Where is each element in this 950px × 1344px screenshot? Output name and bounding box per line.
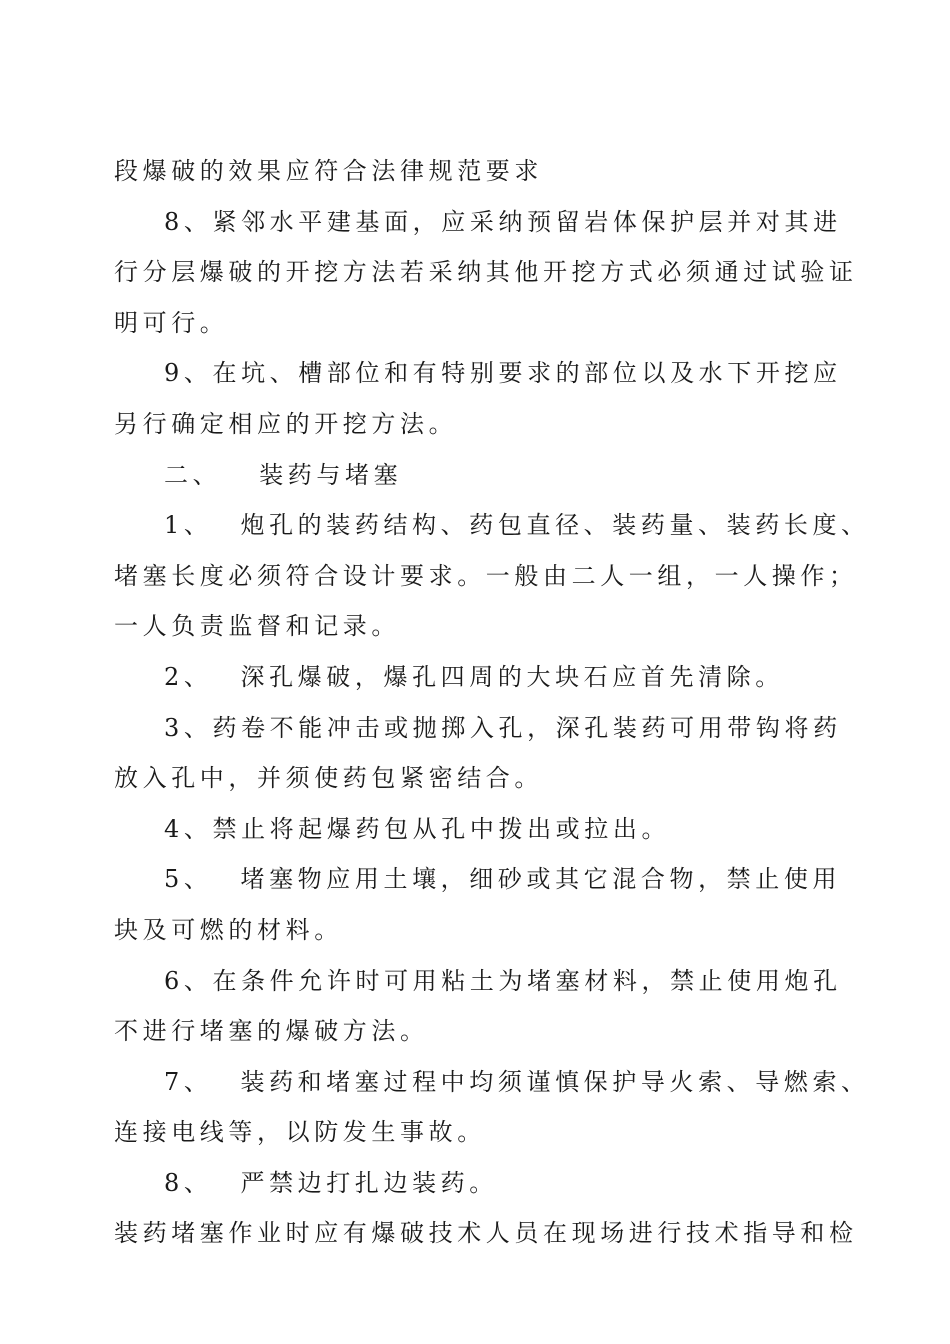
line-text: 段爆破的效果应符合法律规范要求 <box>114 157 543 185</box>
line-text: 不进行堵塞的爆破方法。 <box>114 1017 429 1046</box>
item-number: 6、 <box>164 966 213 995</box>
line-text: 堵塞物应用土壤，细砂或其它混合物，禁止使用 <box>240 865 842 894</box>
section-heading <box>114 450 874 501</box>
list-item-5-line-1 <box>114 854 874 905</box>
list-item-5-line-2 <box>114 905 874 956</box>
line-text: 在坑、槽部位和有特别要求的部位以及水下开挖应 <box>212 359 842 388</box>
line-text: 块及可燃的材料。 <box>114 915 343 944</box>
line-text: 装药和堵塞过程中均须谨慎保护导火索、导燃索、 <box>240 1067 870 1096</box>
line-text: 在条件允许时可用粘土为堵塞材料，禁止使用炮孔 <box>212 966 842 995</box>
line-text: 严禁边打扎边装药。 <box>240 1168 498 1197</box>
line-text: 禁止将起爆药包从孔中拨出或拉出。 <box>212 814 671 843</box>
item-number: 8、 <box>164 207 213 236</box>
item-number: 2、 <box>164 662 213 691</box>
line-text: 连接电线等，以防发生事故。 <box>114 1118 486 1147</box>
line-text: 明可行。 <box>114 308 229 337</box>
item-number: 5、 <box>164 865 213 894</box>
list-item-7-line-1 <box>114 1057 874 1108</box>
list-item-1-line-1 <box>114 500 874 551</box>
line-text: 紧邻水平建基面，应采纳预留岩体保护层并对其进 <box>212 207 842 236</box>
section-title: 装药与堵塞 <box>259 460 403 489</box>
list-item-4-line-1 <box>114 804 874 855</box>
list-item-7-line-2 <box>114 1107 874 1158</box>
item-number: 1、 <box>164 511 213 540</box>
paragraph-line <box>114 1208 874 1259</box>
list-item-8b-line-1 <box>114 1158 874 1209</box>
item-number: 4、 <box>164 814 213 843</box>
line-text: 堵塞长度必须符合设计要求。一般由二人一组，一人操作； <box>114 561 858 590</box>
item-number: 8、 <box>164 1168 213 1197</box>
list-item-3-line-2 <box>114 753 874 804</box>
list-item-9-line-1 <box>114 348 874 399</box>
list-item-8-line-3 <box>114 298 874 349</box>
line-text: 一人负责监督和记录。 <box>114 612 400 641</box>
item-number: 7、 <box>164 1067 213 1096</box>
paragraph-line <box>114 146 874 197</box>
section-number: 二、 <box>164 460 222 489</box>
item-number: 9、 <box>164 359 213 388</box>
item-number: 3、 <box>164 713 213 742</box>
line-text: 装药堵塞作业时应有爆破技术人员在现场进行技术指导和检 <box>114 1219 858 1248</box>
list-item-6-line-2 <box>114 1006 874 1057</box>
list-item-6-line-1 <box>114 956 874 1007</box>
line-text: 放入孔中，并须使药包紧密结合。 <box>114 764 543 793</box>
line-text: 行分层爆破的开挖方法若采纳其他开挖方式必须通过试验证 <box>114 258 858 287</box>
line-text: 另行确定相应的开挖方法。 <box>114 409 458 438</box>
list-item-1-line-2 <box>114 551 874 602</box>
list-item-8-line-2 <box>114 247 874 298</box>
list-item-9-line-2 <box>114 399 874 450</box>
list-item-2-line-1 <box>114 652 874 703</box>
line-text: 深孔爆破，爆孔四周的大块石应首先清除。 <box>240 662 784 691</box>
list-item-1-line-3 <box>114 601 874 652</box>
document-body <box>114 146 874 1259</box>
line-text: 炮孔的装药结构、药包直径、装药量、装药长度、 <box>240 511 870 540</box>
line-text: 药卷不能冲击或抛掷入孔，深孔装药可用带钩将药 <box>212 713 842 742</box>
list-item-8-line-1 <box>114 197 874 248</box>
list-item-3-line-1 <box>114 703 874 754</box>
